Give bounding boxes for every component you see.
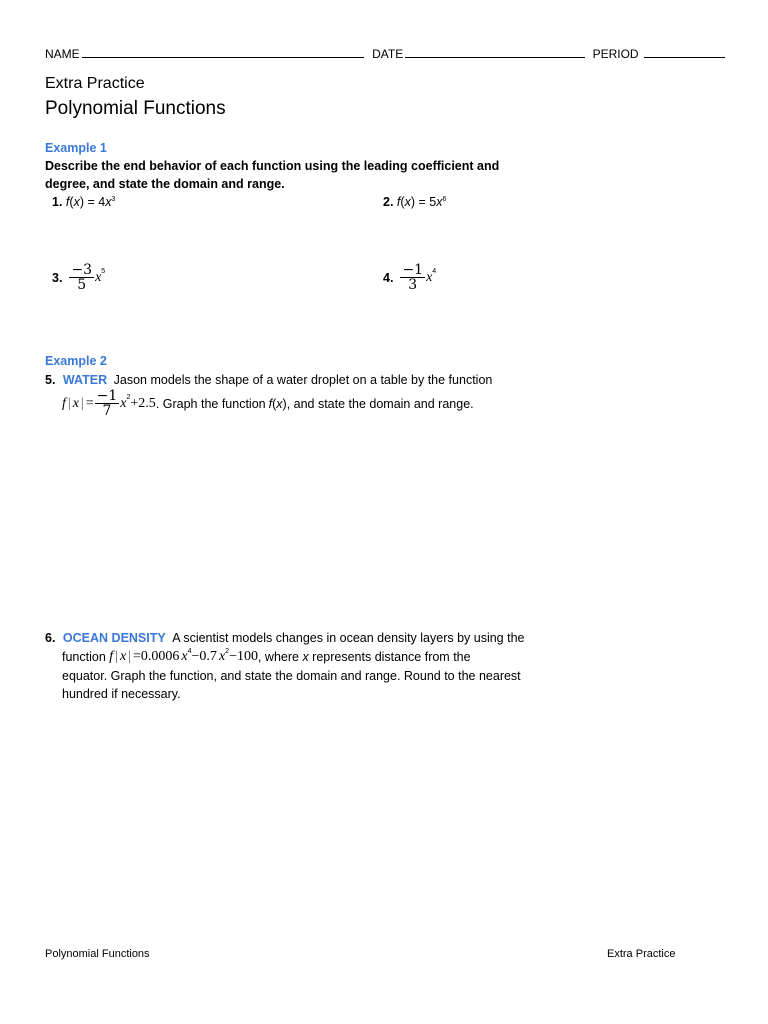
problem-text: , where <box>257 650 303 664</box>
problem-text: A scientist models changes in ocean density layers by using the <box>172 631 525 645</box>
footer-right: Extra Practice <box>607 948 676 960</box>
function-var: x <box>119 649 127 664</box>
fraction-numerator: −1 <box>96 388 118 404</box>
problem-6 <box>45 629 525 647</box>
function-rhs: = 4 <box>84 195 106 209</box>
term-var: x <box>218 649 226 664</box>
problem-text: Jason models the shape of a water droplet on a table by the function <box>113 373 493 387</box>
period-blank <box>644 46 725 58</box>
function-name: f <box>268 396 273 411</box>
fraction-numerator: −1 <box>402 262 424 278</box>
term-var: x <box>105 195 112 209</box>
function-name: f <box>62 395 66 411</box>
problem-3: 3. $\frac{-3}{5}$ x $^5$ <box>52 262 106 293</box>
function-var: x <box>276 396 283 411</box>
equation-constant: −100 <box>229 649 258 664</box>
instruction-line-2: degree, and state the domain and range. <box>45 177 285 191</box>
student-info-header <box>45 46 725 61</box>
term-exponent: 3 <box>111 195 116 203</box>
problem-2: 2. $f(x) = 5x^6$ <box>383 195 447 209</box>
date-label: DATE <box>372 47 404 61</box>
problem-4: 4. $\frac{-1}{3}$ x $^4$ <box>383 262 437 293</box>
problem-number: 6. <box>45 631 56 645</box>
problem-text: equator. Graph the function, and state the domain and range. Round to the nearest <box>62 669 521 683</box>
footer-left: Polynomial Functions <box>45 948 150 960</box>
example2-heading: Example 2 <box>45 354 107 368</box>
period-label: PERIOD <box>592 47 639 61</box>
function-name: f <box>65 195 70 209</box>
name-blank <box>82 46 365 58</box>
function-var: x <box>73 195 80 209</box>
fraction-denominator: 3 <box>408 277 418 293</box>
function-var: x <box>404 195 411 209</box>
problem-1: 1. $f(x) = 4x^3$ <box>52 195 116 209</box>
problem-number: 2. <box>383 195 394 209</box>
equation-coefficient: −0.7 <box>191 649 217 664</box>
term-var: x <box>436 195 443 209</box>
term-var: x <box>95 269 102 285</box>
date-blank <box>405 46 585 58</box>
term-var: x <box>426 269 433 285</box>
problem-6-equation-line: function f | x | =0.0006 x $^4$ −0.7 x $^2$ −100 , where x represents distance from the <box>62 648 471 664</box>
worksheet-subtitle: Extra Practice <box>45 75 145 92</box>
problem-number: 4. <box>383 270 394 285</box>
problem-5-equation-line: f | x | = $\frac{-1}{7}$ x $^2$ +2.5 . Graph the function f ( x ) , and state the domain and range. <box>62 388 474 419</box>
variable-x: x <box>302 650 309 664</box>
function-name: f <box>109 649 114 664</box>
fraction <box>400 263 425 292</box>
problem-number: 3. <box>52 270 63 285</box>
problem-6-continued <box>62 667 521 703</box>
problem-5 <box>45 371 492 389</box>
fraction-denominator: 5 <box>77 277 87 293</box>
name-label: NAME <box>45 47 80 61</box>
fraction <box>69 263 94 292</box>
problem-number: 5. <box>45 373 56 387</box>
worksheet-title: Polynomial Functions <box>45 98 226 119</box>
term-exponent: 6 <box>442 195 447 203</box>
function-var: x <box>72 395 79 411</box>
term-var: x <box>120 395 127 411</box>
example1-instruction <box>45 157 499 193</box>
instruction-line-1: Describe the end behavior of each function using the leading coefficient and <box>45 159 500 173</box>
term-constant: +2.5 <box>130 395 156 411</box>
example1-heading: Example 1 <box>45 141 107 155</box>
fraction-numerator: −3 <box>71 262 93 278</box>
equation-coefficient: =0.0006 <box>133 649 180 664</box>
fraction <box>95 389 120 418</box>
problem-text: , and state the domain and range. <box>286 396 474 411</box>
problem-text: . Graph the function <box>155 396 266 411</box>
problem-text: function <box>62 650 110 664</box>
function-name: f <box>396 195 401 209</box>
problem-text: represents distance from the <box>308 650 471 664</box>
problem-tag: OCEAN DENSITY <box>62 631 166 645</box>
term-var: x <box>181 649 188 664</box>
equals-sign: = <box>85 395 94 411</box>
problem-number: 1. <box>52 195 63 209</box>
problem-tag: WATER <box>62 373 108 387</box>
fraction-denominator: 7 <box>102 403 112 419</box>
function-rhs: = 5 <box>415 195 437 209</box>
problem-text: hundred if necessary. <box>62 687 181 701</box>
